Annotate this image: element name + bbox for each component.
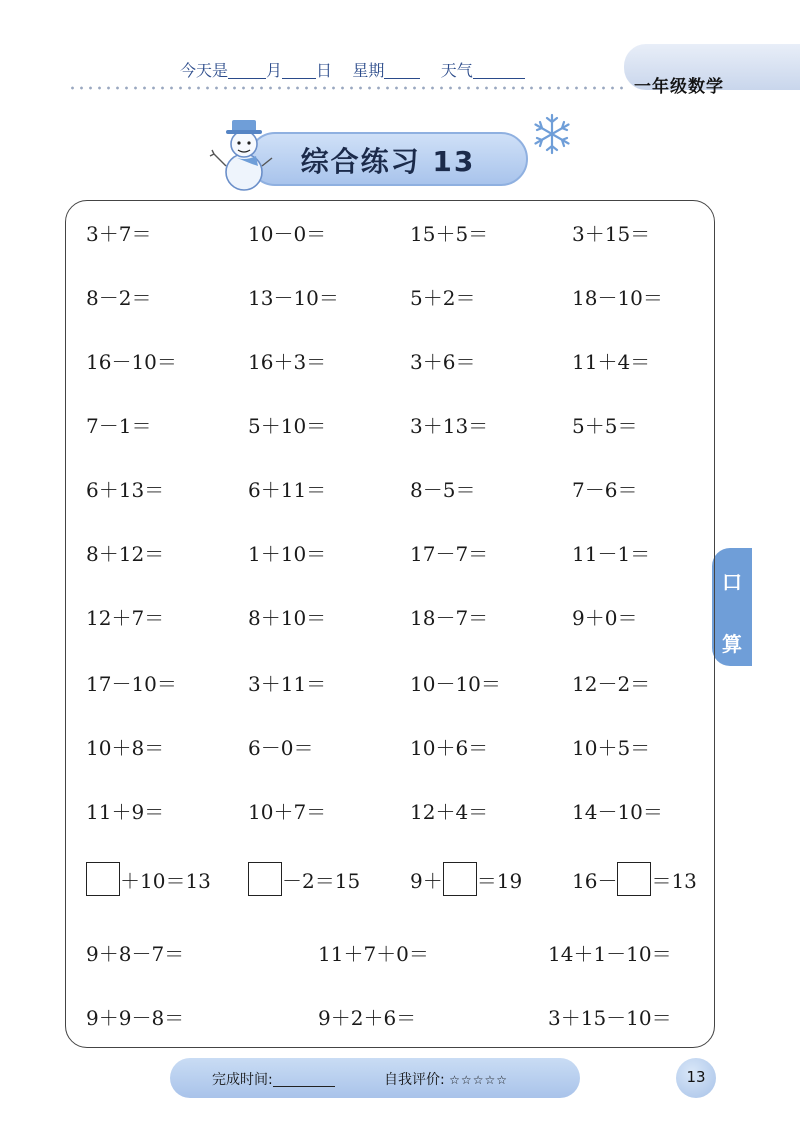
answer-box[interactable] <box>443 862 477 896</box>
problem: 8＋10＝ <box>248 606 327 630</box>
problem: 18－7＝ <box>410 606 489 630</box>
three-term-problem: 14＋1－10＝ <box>548 942 672 966</box>
problem: 6＋11＝ <box>248 478 327 502</box>
problem: 3＋7＝ <box>86 222 152 246</box>
problem: 1＋10＝ <box>248 542 327 566</box>
self-evaluation <box>384 1069 508 1089</box>
today-label: 今天是 <box>180 61 229 80</box>
fill-box-problem <box>410 862 522 896</box>
weather-blank[interactable] <box>473 65 525 79</box>
book-title: 一年级数学 <box>634 77 724 97</box>
dotted-divider <box>68 86 628 90</box>
three-term-problem: 9＋9－8＝ <box>86 1006 185 1030</box>
day-blank[interactable] <box>282 65 316 79</box>
problem: 12＋4＝ <box>410 800 489 824</box>
answer-box[interactable] <box>248 862 282 896</box>
problem: 11＋9＝ <box>86 800 165 824</box>
problem: 10＋8＝ <box>86 736 165 760</box>
fill-box-problem <box>86 862 211 896</box>
box-problem-before: 9＋ <box>410 868 443 893</box>
problem: 17－10＝ <box>86 672 177 696</box>
box-problem-after: －2＝15 <box>282 868 361 893</box>
answer-box[interactable] <box>617 862 651 896</box>
problem: 3＋13＝ <box>410 414 489 438</box>
problem: 8＋12＝ <box>86 542 165 566</box>
problem: 17－7＝ <box>410 542 489 566</box>
problem: 8－5＝ <box>410 478 476 502</box>
problem: 5＋10＝ <box>248 414 327 438</box>
problem: 15＋5＝ <box>410 222 489 246</box>
problem: 9＋0＝ <box>572 606 638 630</box>
problem: 11＋4＝ <box>572 350 651 374</box>
problem: 6－0＝ <box>248 736 314 760</box>
problem: 13－10＝ <box>248 286 339 310</box>
problem: 10＋7＝ <box>248 800 327 824</box>
problem: 16－10＝ <box>86 350 177 374</box>
side-tab-char-2: 算 <box>722 632 742 656</box>
problem: 7－6＝ <box>572 478 638 502</box>
completion-time <box>212 1069 335 1089</box>
page-number: 13 <box>686 1068 706 1086</box>
month-blank[interactable] <box>228 65 266 79</box>
side-tab-char-1: 口 <box>722 570 742 594</box>
time-label: 完成时间: <box>212 1072 273 1088</box>
month-label: 月 <box>266 61 283 80</box>
problem: 5＋2＝ <box>410 286 476 310</box>
problem: 5＋5＝ <box>572 414 638 438</box>
problem: 10＋5＝ <box>572 736 651 760</box>
problem: 3＋11＝ <box>248 672 327 696</box>
answer-box[interactable] <box>86 862 120 896</box>
problem: 10－10＝ <box>410 672 501 696</box>
problem: 10＋6＝ <box>410 736 489 760</box>
problem: 3＋15＝ <box>572 222 651 246</box>
three-term-problem: 9＋8－7＝ <box>86 942 185 966</box>
fill-box-problem <box>572 862 697 896</box>
box-problem-after: ＋10＝13 <box>120 868 211 893</box>
three-term-problem: 9＋2＋6＝ <box>318 1006 417 1030</box>
problem: 7－1＝ <box>86 414 152 438</box>
page-title: 综合练习 13 <box>300 145 476 178</box>
problem: 6＋13＝ <box>86 478 165 502</box>
three-term-problem: 11＋7＋0＝ <box>318 942 429 966</box>
fill-box-problem <box>248 862 360 896</box>
problem: 8－2＝ <box>86 286 152 310</box>
problem: 14－10＝ <box>572 800 663 824</box>
date-line <box>180 58 525 81</box>
problem: 18－10＝ <box>572 286 663 310</box>
weekday-label: 星期 <box>352 61 385 80</box>
eval-label: 自我评价: <box>384 1072 445 1088</box>
problem: 12－2＝ <box>572 672 651 696</box>
box-problem-after: ＝13 <box>651 868 697 893</box>
box-problem-after: ＝19 <box>476 868 523 893</box>
problem: 11－1＝ <box>572 542 651 566</box>
box-problem-before: 16－ <box>572 868 618 893</box>
problem: 10－0＝ <box>248 222 327 246</box>
time-blank[interactable] <box>273 1073 335 1087</box>
problem: 12＋7＝ <box>86 606 165 630</box>
day-label: 日 <box>316 61 333 80</box>
problem: 3＋6＝ <box>410 350 476 374</box>
weekday-blank[interactable] <box>384 65 420 79</box>
weather-label: 天气 <box>440 61 473 80</box>
three-term-problem: 3＋15－10＝ <box>548 1006 672 1030</box>
problem: 16＋3＝ <box>248 350 327 374</box>
star-rating[interactable]: ☆☆☆☆☆ <box>449 1073 508 1087</box>
snowflake-icon <box>530 112 574 156</box>
